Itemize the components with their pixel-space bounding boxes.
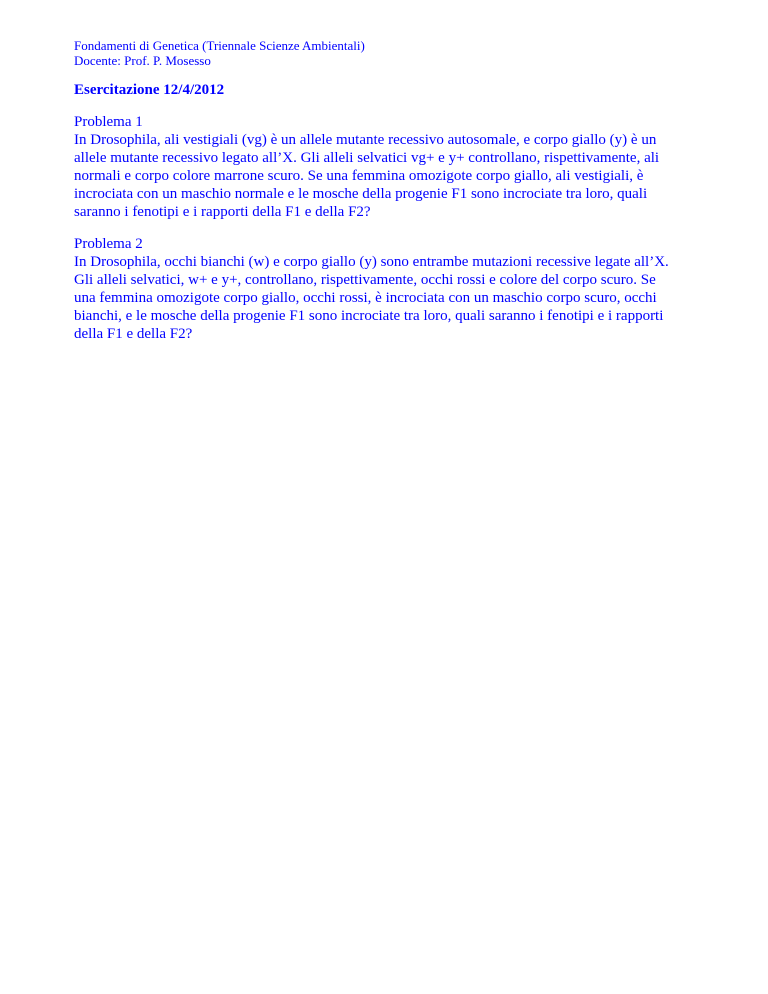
problem-2-line: Gli alleli selvatici, w+ e y+, controllano, rispettivamente, occhi rossi e colore del corpo scuro. Se [74,272,656,288]
problem-1 [74,113,714,221]
exercise-title: Esercitazione 12/4/2012 [74,82,225,98]
course-name: Fondamenti di Genetica (Triennale Scienze Ambientali) [74,38,365,53]
problem-2-line: In Drosophila, occhi bianchi (w) e corpo giallo (y) sono entrambe mutazioni recessive legate all’X. [74,254,669,270]
teacher-name: Docente: Prof. P. Mosesso [74,53,211,68]
problem-2-line: una femmina omozigote corpo giallo, occhi rossi, è incrociata con un maschio corpo scuro, occhi [74,290,657,306]
document-page [74,38,714,343]
problem-1-label: Problema 1 [74,114,143,130]
problem-1-line: incrociata con un maschio normale e le mosche della progenie F1 sono incrociate tra loro, quali [74,186,648,202]
problem-1-line: In Drosophila, ali vestigiali (vg) è un allele mutante recessivo autosomale, e corpo giallo (y) è un [74,132,657,148]
problem-2-line: della F1 e della F2? [74,326,193,342]
problem-1-line: saranno i fenotipi e i rapporti della F1 e della F2? [74,204,371,220]
problem-2-label: Problema 2 [74,236,143,252]
problem-1-text [74,131,714,221]
problem-2-text [74,253,714,343]
problem-1-line: normali e corpo colore marrone scuro. Se una femmina omozigote corpo giallo, ali vestigiali, è [74,168,644,184]
problem-1-line: allele mutante recessivo legato all’X. Gli alleli selvatici vg+ e y+ controllano, rispettivamente, ali [74,150,660,166]
problem-2 [74,235,714,343]
problem-2-line: bianchi, e le mosche della progenie F1 sono incrociate tra loro, quali saranno i fenotipi e i rapporti [74,308,664,324]
